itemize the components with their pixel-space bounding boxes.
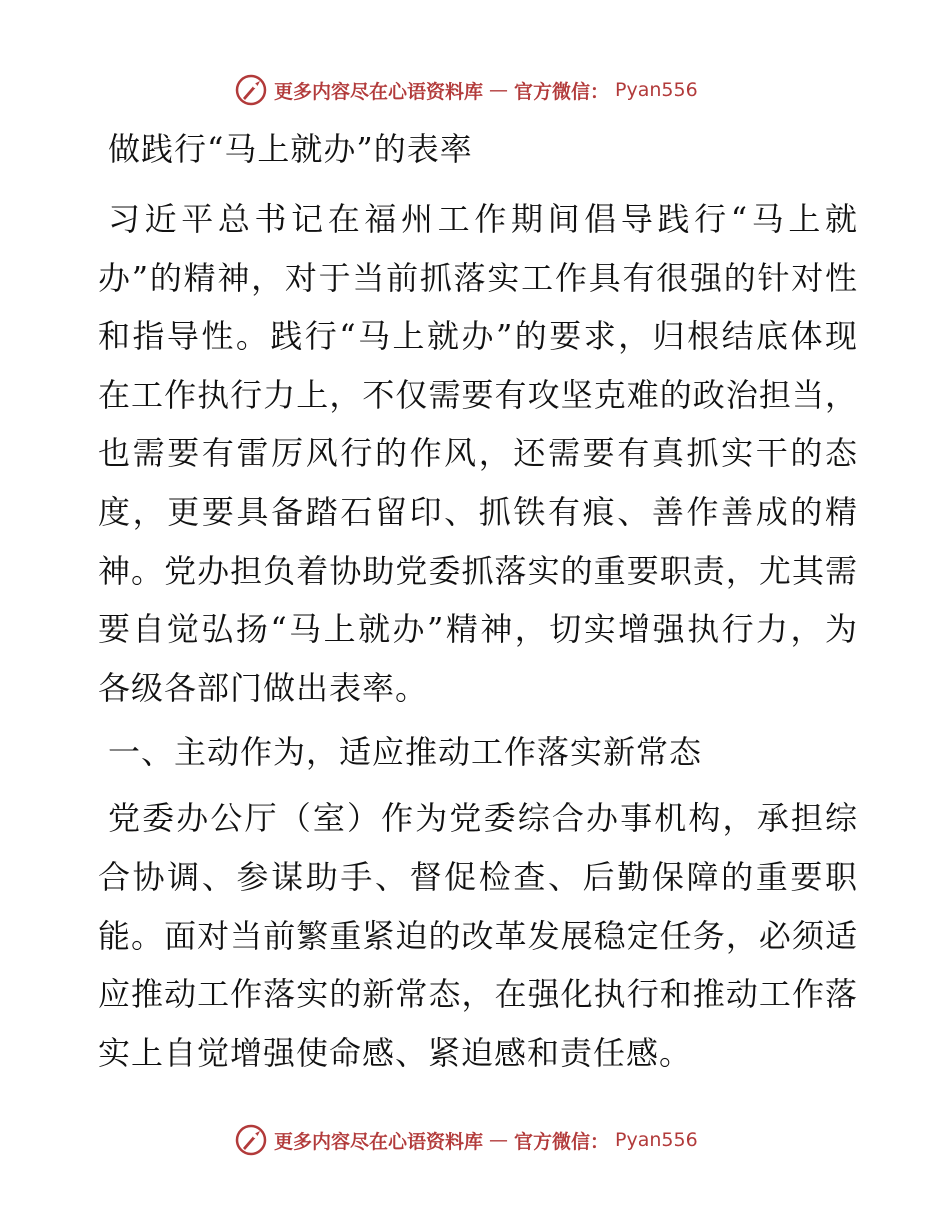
- quill-logo-icon: [234, 73, 268, 107]
- section-paragraph: 党委办公厅（室）作为党委综合办事机构，承担综合协调、参谋助手、督促检查、后勤保障的重要职能。面对当前繁重紧迫的改革发展稳定任务，必须适应推动工作落实的新常态，在强化执行和推动工作落实上自觉增强使命感、紧迫感和责任感。: [98, 799, 858, 1072]
- header-wechat-id: Pyan556: [615, 79, 698, 101]
- section-heading: 一、主动作为，适应推动工作落实新常态: [108, 733, 703, 772]
- document-title: 做践行“马上就办”的表率: [108, 130, 473, 168]
- footer-banner: [234, 1122, 698, 1158]
- quill-logo-icon: [234, 1123, 268, 1157]
- intro-paragraph: 习近平总书记在福州工作期间倡导践行“马上就办”的精神，对于当前抓落实工作具有很强的针对性和指导性。践行“马上就办”的要求，归根结底体现在工作执行力上，不仅需要有攻坚克难的政治担当，也需要有雷厉风行的作风，还需要有真抓实干的态度，更要具备踏石留印、抓铁有痕、善作善成的精神。党办担负着协助党委抓落实的重要职责，尤其需要自觉弘扬“马上就办”精神，切实增强执行力，为各级各部门做出表率。: [98, 200, 858, 707]
- footer-site-text: 更多内容尽在心语资料库: [274, 1130, 484, 1153]
- footer-dash: —: [489, 1129, 509, 1151]
- header-wechat-label: 官方微信：: [514, 80, 610, 103]
- document-body: [98, 120, 858, 1082]
- header-dash: —: [489, 79, 509, 101]
- footer-wechat-label: 官方微信：: [514, 1130, 610, 1153]
- header-site-text: 更多内容尽在心语资料库: [274, 80, 484, 103]
- footer-wechat-id: Pyan556: [615, 1129, 698, 1151]
- header-banner: [234, 72, 698, 108]
